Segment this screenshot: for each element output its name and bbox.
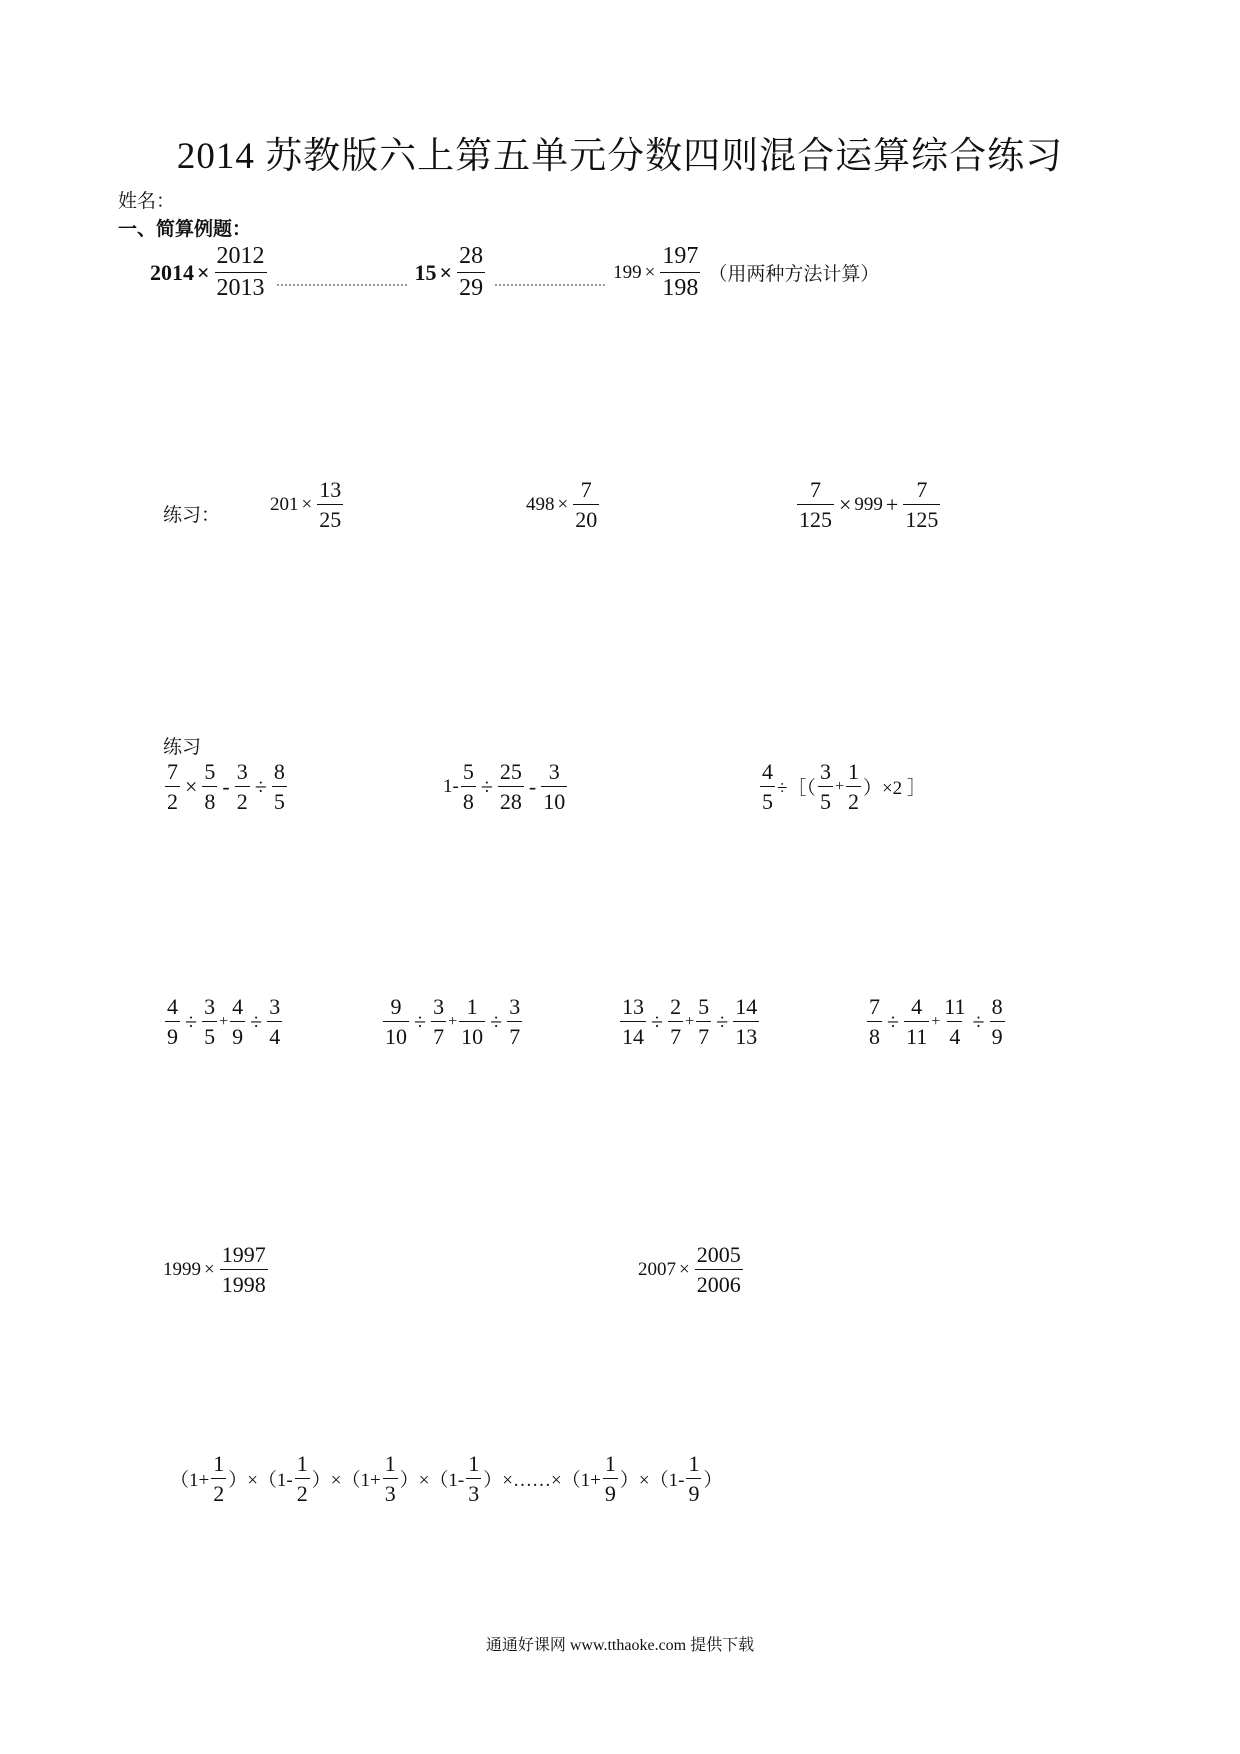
numerator: 7 [869, 994, 880, 1019]
operator: × [301, 493, 313, 515]
operator: ÷ [972, 1008, 985, 1034]
operator: × [197, 259, 210, 285]
numerator: 5 [462, 759, 474, 784]
denominator: 8 [202, 786, 217, 813]
operator: + [885, 491, 899, 517]
denominator: 125 [903, 504, 940, 531]
fraction [696, 995, 711, 1048]
numerator: 1 [466, 994, 478, 1019]
operator: × [439, 259, 453, 285]
practice-label: 练习： [163, 505, 221, 526]
fraction [818, 760, 833, 813]
footer-source: 通通好课网 www.tthaoke.com 提供下载 [485, 1637, 755, 1654]
name-label: 姓名： [118, 191, 176, 212]
fraction [573, 478, 599, 531]
bracket-term: ）×（1- [619, 1470, 685, 1492]
denominator: 28 [498, 786, 524, 813]
fraction [733, 995, 759, 1048]
fraction [165, 760, 180, 813]
fraction [846, 760, 861, 813]
fraction [295, 1452, 310, 1505]
denominator: 7 [696, 1021, 711, 1048]
numerator: 5 [204, 759, 216, 784]
numerator: 3 [548, 759, 560, 784]
product-expression [170, 1452, 722, 1505]
numerator: 3 [269, 994, 281, 1019]
denominator: 5 [818, 786, 833, 813]
denominator: 13 [733, 1021, 759, 1048]
fraction [695, 1243, 743, 1296]
numerator: 1 [296, 1451, 308, 1476]
denominator: 4 [267, 1021, 282, 1048]
denominator: 7 [668, 1021, 683, 1048]
practice1-expr-3 [795, 478, 942, 531]
whole-number: 2007 [638, 1258, 676, 1280]
denominator: 2 [211, 1478, 226, 1505]
denominator: 29 [457, 272, 485, 301]
denominator: 10 [459, 1021, 485, 1048]
whole-number: 199 [613, 261, 642, 283]
numerator: 8 [273, 759, 285, 784]
denominator: 8 [867, 1021, 882, 1048]
denominator: 5 [202, 1021, 217, 1048]
practice1-expr-2 [526, 478, 601, 531]
fraction [620, 995, 646, 1048]
numerator: 1 [468, 1451, 480, 1476]
denominator: 2 [165, 786, 180, 813]
denominator: 9 [165, 1021, 180, 1048]
numerator: 1997 [221, 1242, 266, 1267]
whole-number: 999 [854, 493, 883, 515]
bracket-term: ）×（1- [399, 1470, 465, 1492]
numerator: 5 [698, 994, 710, 1019]
example-row [150, 244, 879, 301]
numerator: 14 [735, 994, 758, 1019]
fraction [431, 995, 446, 1048]
bracket-term: ）×（1+ [311, 1470, 381, 1492]
denominator: 125 [797, 504, 834, 531]
denominator: 3 [383, 1478, 398, 1505]
fraction [165, 995, 180, 1048]
operator: ÷ [887, 1008, 900, 1034]
numerator: 7 [916, 477, 928, 502]
leading-term: 1- [443, 775, 459, 797]
fraction [942, 995, 967, 1048]
numerator: 4 [911, 994, 923, 1019]
operator: ÷ [414, 1008, 427, 1034]
whole-number: 498 [526, 493, 555, 515]
operator: ÷ [185, 1008, 198, 1034]
numerator: 13 [319, 477, 342, 502]
whole-number: 201 [270, 493, 299, 515]
numerator: 4 [232, 994, 244, 1019]
operator: × [839, 491, 852, 517]
fraction [498, 760, 524, 813]
denominator: 3 [466, 1478, 481, 1505]
operator: - [528, 773, 537, 799]
example-2 [415, 244, 488, 301]
closing-bracket: ）×2 ］ [862, 778, 926, 800]
denominator: 9 [990, 1021, 1005, 1048]
whole-number: 2014 [150, 259, 194, 285]
numerator: 1 [847, 759, 859, 784]
fraction [603, 1452, 618, 1505]
denominator: 1998 [220, 1269, 268, 1296]
fraction [459, 995, 485, 1048]
denominator: 2013 [215, 272, 267, 301]
method-note: （用两种方法计算） [708, 264, 880, 286]
practice1-expr-1 [270, 478, 345, 531]
bracket-term: ）×（1- [228, 1470, 293, 1492]
row4-expr-1 [163, 995, 284, 1048]
denominator: 10 [383, 1021, 409, 1048]
bracket-term: ）×……×（1+ [483, 1470, 601, 1492]
operator: + [834, 777, 844, 795]
numerator: 4 [167, 994, 178, 1019]
numerator: 28 [459, 243, 484, 269]
fraction [383, 1452, 398, 1505]
fraction [461, 760, 476, 813]
denominator: 5 [760, 786, 775, 813]
fraction [267, 995, 282, 1048]
fraction [272, 760, 287, 813]
fraction [457, 244, 485, 301]
fraction [686, 1452, 701, 1505]
fraction [660, 244, 700, 301]
row4-expr-2 [381, 995, 524, 1048]
operator: ÷ [250, 1008, 263, 1034]
whole-number: 1999 [163, 1258, 201, 1280]
dotted-separator [495, 284, 605, 286]
numerator: 4 [762, 759, 773, 784]
practice2-expr-2 [443, 760, 569, 813]
numerator: 1 [688, 1451, 700, 1476]
numerator: 3 [236, 759, 248, 784]
bracket-term: ） [703, 1470, 723, 1492]
fraction [202, 995, 217, 1048]
numerator: 25 [499, 759, 522, 784]
numerator: 3 [433, 994, 445, 1019]
operator: + [448, 1012, 458, 1030]
numerator: 1 [384, 1451, 396, 1476]
denominator: 2006 [695, 1269, 743, 1296]
denominator: 11 [904, 1021, 929, 1048]
fraction [507, 995, 522, 1048]
denominator: 20 [573, 504, 599, 531]
operator: × [204, 1258, 215, 1280]
operator: ÷ [254, 773, 267, 799]
example-3 [613, 244, 879, 301]
fraction [383, 995, 409, 1048]
denominator: 10 [541, 786, 567, 813]
fraction [541, 760, 567, 813]
fraction [904, 995, 929, 1048]
row4-expr-3 [618, 995, 761, 1048]
numerator: 3 [509, 994, 521, 1019]
operator: ÷［（ [777, 778, 816, 800]
row4-expr-4 [865, 995, 1007, 1048]
operator: × [679, 1258, 690, 1280]
fraction [211, 1452, 226, 1505]
denominator: 25 [317, 504, 343, 531]
numerator: 7 [167, 759, 178, 784]
denominator: 14 [620, 1021, 646, 1048]
numerator: 3 [819, 759, 831, 784]
denominator: 4 [947, 1021, 962, 1048]
whole-number: 15 [414, 259, 437, 285]
numerator: 3 [204, 994, 216, 1019]
denominator: 7 [507, 1021, 522, 1048]
operator: × [557, 493, 569, 515]
fraction [230, 995, 245, 1048]
dotted-separator [277, 284, 407, 286]
numerator: 13 [622, 994, 644, 1019]
denominator: 9 [230, 1021, 245, 1048]
fraction [317, 478, 343, 531]
operator: ÷ [490, 1008, 503, 1034]
fraction [215, 244, 267, 301]
denominator: 9 [603, 1478, 618, 1505]
page-title: 2014 苏教版六上第五单元分数四则混合运算综合练习 [176, 136, 1064, 177]
fraction [760, 760, 775, 813]
row5-expr-2 [638, 1243, 745, 1296]
numerator: 11 [944, 994, 966, 1019]
numerator: 1 [213, 1451, 225, 1476]
numerator: 8 [991, 994, 1003, 1019]
operator: + [931, 1012, 941, 1030]
operator: × [185, 773, 198, 799]
numerator: 197 [662, 243, 699, 269]
numerator: 7 [580, 477, 592, 502]
denominator: 2 [295, 1478, 310, 1505]
section-one-heading: 一、简算例题： [118, 219, 252, 240]
fraction [903, 478, 940, 531]
operator: ÷ [716, 1008, 729, 1034]
numerator: 2012 [216, 243, 265, 269]
fraction [202, 760, 217, 813]
numerator: 2 [670, 994, 682, 1019]
fraction [797, 478, 834, 531]
fraction [466, 1452, 481, 1505]
denominator: 8 [461, 786, 476, 813]
denominator: 2 [235, 786, 250, 813]
numerator: 2005 [696, 1242, 741, 1267]
denominator: 2 [846, 786, 861, 813]
denominator: 198 [660, 272, 700, 301]
operator: × [644, 261, 656, 283]
fraction [668, 995, 683, 1048]
operator: ÷ [651, 1008, 664, 1034]
numerator: 9 [390, 994, 402, 1019]
practice-label: 练习 [163, 737, 202, 758]
fraction [867, 995, 882, 1048]
example-1 [150, 244, 269, 301]
fraction [220, 1243, 268, 1296]
numerator: 7 [810, 477, 821, 502]
practice2-expr-3 [758, 760, 926, 813]
denominator: 7 [431, 1021, 446, 1048]
fraction [235, 760, 250, 813]
operator: + [685, 1012, 695, 1030]
denominator: 5 [272, 786, 287, 813]
operator: - [222, 773, 230, 799]
operator: + [219, 1012, 229, 1030]
fraction [990, 995, 1005, 1048]
bracket-term: （1+ [170, 1470, 210, 1492]
operator: ÷ [480, 773, 493, 799]
row5-expr-1 [163, 1243, 270, 1296]
practice2-expr-1 [163, 760, 289, 813]
denominator: 9 [686, 1478, 701, 1505]
numerator: 1 [604, 1451, 616, 1476]
